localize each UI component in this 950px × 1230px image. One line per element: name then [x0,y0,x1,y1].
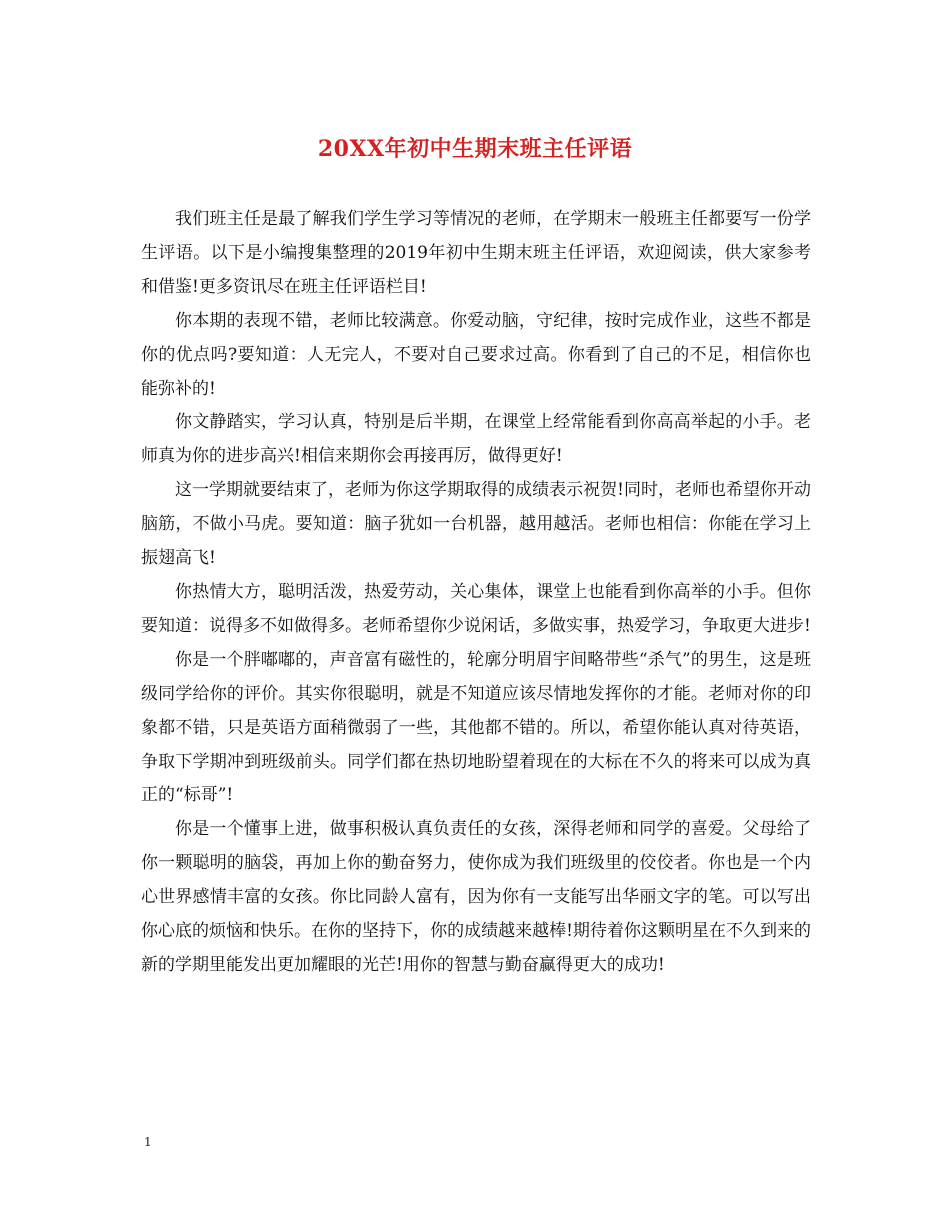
paragraph-comment-1: 你本期的表现不错，老师比较满意。你爱动脑，守纪律，按时完成作业，这些不都是你的优点吗?要知道：人无完人，不要对自己要求过高。你看到了自己的不足，相信你也能弥补的! [141,310,811,399]
paragraph-comment-5: 你是一个胖嘟嘟的，声音富有磁性的，轮廓分明眉宇间略带些“杀气”的男生，这是班级同学给你的评价。其实你很聪明，就是不知道应该尽情地发挥你的才能。老师对你的印象都不错，只是英语方面稍微弱了一些，其他都不错的。所以，希望你能认真对待英语，争取下学期冲到班级前头。同学们都在热切地盼望着现在的大标在不久的将来可以成为真正的“标哥”! [141,649,811,806]
paragraph-comment-6: 你是一个懂事上进，做事积极认真负责任的女孩，深得老师和同学的喜爱。父母给了你一颗聪明的脑袋，再加上你的勤奋努力，使你成为我们班级里的佼佼者。你也是一个内心世界感情丰富的女孩。你比同龄人富有，因为你有一支能写出华丽文字的笔。可以写出你心底的烦恼和快乐。在你的坚持下，你的成绩越来越棒!期待着你这颗明星在不久到来的新的学期里能发出更加耀眼的光芒!用你的智慧与勤奋赢得更大的成功! [141,819,811,975]
page-number: 1 [144,1135,152,1149]
paragraph-comment-4: 你热情大方，聪明活泼，热爱劳动，关心集体，课堂上也能看到你高举的小手。但你要知道：说得多不如做得多。老师希望你少说闲话，多做实事，热爱学习，争取更大进步! [141,581,811,636]
paragraph-comment-3: 这一学期就要结束了，老师为你这学期取得的成绩表示祝贺!同时，老师也希望你开动脑筋，不做小马虎。要知道：脑子犹如一台机器，越用越活。老师也相信：你能在学习上振翅高飞! [141,480,811,569]
paragraph-comment-2: 你文静踏实，学习认真，特别是后半期，在课堂上经常能看到你高高举起的小手。老师真为你的进步高兴!相信来期你会再接再厉，做得更好! [141,412,811,467]
document-title: 20XX年初中生期末班主任评语 [317,136,633,162]
document-body [141,203,811,983]
paragraph-intro: 我们班主任是最了解我们学生学习等情况的老师，在学期末一般班主任都要写一份学生评语。以下是小编搜集整理的2019年初中生期末班主任评语，欢迎阅读，供大家参考和借鉴!更多资讯尽在班主任评语栏目! [141,209,811,297]
